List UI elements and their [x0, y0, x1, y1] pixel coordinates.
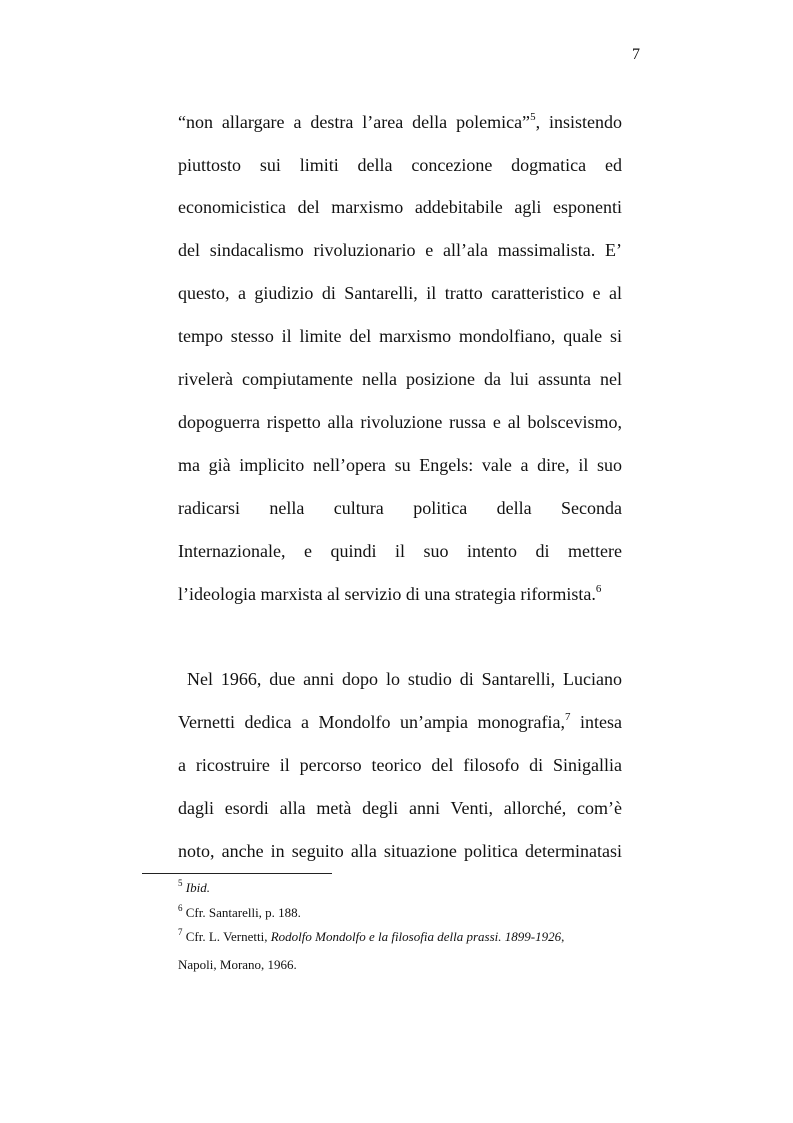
paragraph1-line-6: tempo stesso il limite del marxismo mondolfiano, quale si	[178, 326, 622, 346]
paragraph1-line-4: del sindacalismo rivoluzionario e all’ala massimalista. E’	[178, 240, 622, 260]
paragraph1-line-3: economicistica del marxismo addebitabile agli esponenti	[178, 197, 622, 217]
paragraph1-line-1: “non allargare a destra l’area della polemica”$^5$, insistendo	[178, 111, 622, 132]
paragraph2-line-1: Nel 1966, due anni dopo lo studio di Santarelli, Luciano	[187, 669, 622, 689]
paragraph2-line-4: dagli esordi alla metà degli anni Venti, allorché, com’è	[178, 798, 622, 818]
paragraph1-line-8: dopoguerra rispetto alla rivoluzione russa e al bolscevismo,	[178, 412, 622, 432]
paragraph1-line-11: Internazionale, e quindi il suo intento di mettere	[178, 541, 622, 561]
paragraph2-line-5: noto, anche in seguito alla situazione politica determinatasi	[178, 841, 622, 861]
paragraph1-line-2: piuttosto sui limiti della concezione dogmatica ed	[178, 155, 622, 175]
footnote-7-continued: Napoli, Morano, 1966.	[178, 957, 297, 972]
paragraph1-line-7: rivelerà compiutamente nella posizione da lui assunta nel	[178, 369, 622, 389]
paragraph1-line-5: questo, a giudizio di Santarelli, il tratto caratteristico e al	[178, 283, 622, 303]
page-number: 7	[632, 46, 640, 63]
paragraph1-line-12: l’ideologia marxista al servizio di una strategia riformista.$^6$	[178, 583, 602, 604]
footnote-7: $^7$ Cfr. L. Vernetti, Rodolfo Mondolfo e la filosofia della prassi. 1899-1926,	[178, 926, 565, 944]
footnote-6: $^6$ Cfr. Santarelli, p. 188.	[178, 902, 301, 920]
paragraph1-line-10: radicarsi nella cultura politica della Seconda	[178, 498, 622, 518]
footnote-ref-7[interactable]: 7	[564, 711, 571, 723]
footnote-5: $^5$ Ibid.	[178, 877, 210, 895]
footnote-ref-5[interactable]: 5	[530, 111, 536, 123]
paragraph1-line-9: ma già implicito nell’opera su Engels: vale a dire, il suo	[178, 455, 622, 475]
paragraph2-line-3: a ricostruire il percorso teorico del filosofo di Sinigallia	[178, 755, 622, 775]
footnote-ref-6[interactable]: 6	[595, 583, 602, 595]
paragraph2-line-2: Vernetti dedica a Mondolfo un’ampia monografia,$^7$ intesa	[178, 711, 622, 732]
footnote-separator	[142, 873, 332, 874]
